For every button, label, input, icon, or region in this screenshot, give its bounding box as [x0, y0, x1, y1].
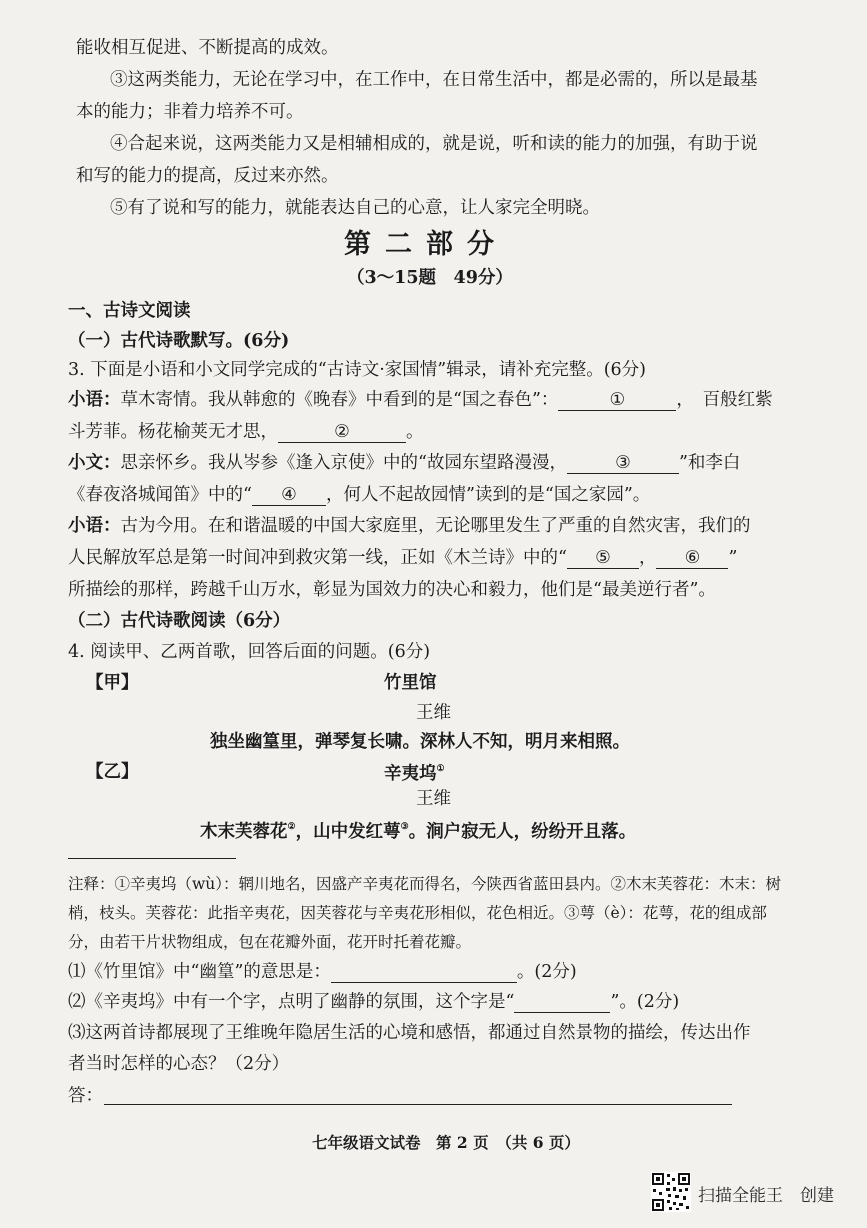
qr-code-icon [651, 1172, 691, 1212]
sub-question-3-cont: 者当时怎样的心态？（2分） [68, 1054, 290, 1074]
note-line: 分，由若干片状物组成，包在花瓣外面，花开时托着花瓣。 [68, 933, 472, 951]
question-text: ⑴《竹里馆》中“幽篁”的意思是： [68, 962, 331, 982]
dialogue-text: ， 百般红紫 [676, 390, 773, 410]
dialogue-line [68, 420, 424, 444]
poem-text-yi [200, 815, 636, 844]
poem-title-text: 辛夷坞 [384, 764, 437, 784]
poem-author-jia: 王维 [416, 703, 451, 723]
dialogue-text: 思亲怀乡。我从岑参《逢入京使》中的“故园东望路漫漫， [120, 453, 567, 473]
note-line: 注释：①辛夷坞（wù）：辋川地名，因盛产辛夷花而得名，今陕西省蓝田县内。②木末芙蓉花：木末：树 [68, 875, 782, 893]
poem-author-yi: 王维 [416, 789, 451, 809]
answer-blank-5[interactable]: ⑤ [567, 548, 639, 569]
scanner-watermark: 扫描全能王 创建 [698, 1186, 834, 1206]
dialogue-line [68, 546, 737, 570]
dialogue-text: 。 [406, 422, 424, 442]
answer-blank-2[interactable]: ② [278, 422, 406, 443]
question-text: ⑵《辛夷坞》中有一个字，点明了幽静的氛围，这个字是“ [68, 992, 515, 1012]
answer-label: 答： [68, 1086, 103, 1106]
section-subtitle: （3～15题 49分） [347, 268, 513, 288]
answer-blank-4[interactable]: ④ [252, 485, 326, 506]
dialogue-text: ”和李白 [678, 453, 741, 473]
sub-question-3: ⑶这两首诗都展现了王维晚年隐居生活的心境和感悟，都通过自然景物的描绘，传达出作 [68, 1023, 751, 1043]
speaker-label: 小语： [68, 516, 121, 536]
footnote-marker: ② [287, 822, 296, 832]
dialogue-text: ， [638, 548, 657, 568]
dialogue-text: 古为今用。在和谐温暖的中国大家庭里，无论哪里发生了严重的自然灾害，我们的 [120, 516, 751, 536]
answer-blank-6[interactable]: ⑥ [656, 548, 728, 569]
question-text: 。(2分) [516, 962, 577, 982]
sub-question-1 [68, 960, 577, 984]
subheading-poetry-dictation: （一）古代诗歌默写。(6分) [68, 331, 290, 351]
dialogue-line [68, 483, 650, 507]
page-footer: 七年级语文试卷 第 2 页 （共 6 页） [312, 1133, 580, 1152]
text-line: 本的能力；非着力培养不可。 [76, 102, 304, 122]
poem-text: 木末芙蓉花 [200, 822, 288, 842]
text-line: ④合起来说，这两类能力又是相辅相成的，就是说，听和读的能力的加强，有助于说 [110, 134, 758, 154]
dialogue-text: 斗芳菲。杨花榆荚无才思， [68, 422, 278, 442]
poem-text: 。涧户寂无人，纷纷开且落。 [408, 822, 637, 842]
dialogue-line [68, 388, 773, 412]
answer-field-q2[interactable] [514, 992, 610, 1013]
note-line: 梢，枝头。芙蓉花：此指辛夷花，因芙蓉花与辛夷花形相似，花色相近。③萼（è）：花萼，花的组成部 [68, 904, 767, 922]
poem-title-yi [384, 757, 445, 786]
heading-classical-reading: 一、古诗文阅读 [68, 301, 191, 321]
answer-blank-3[interactable]: ③ [567, 453, 679, 474]
text-line: 能收相互促进、不断提高的成效。 [76, 38, 339, 58]
question-4: 4. 阅读甲、乙两首歌，回答后面的问题。(6分) [68, 642, 431, 662]
notes-divider [68, 858, 236, 859]
text-line: 和写的能力的提高，反过来亦然。 [76, 166, 339, 186]
question-3: 3. 下面是小语和小文同学完成的“古诗文·家国情”辑录，请补充完整。(6分) [68, 360, 647, 380]
speaker-label: 小文： [68, 453, 121, 473]
text-line: ③这两类能力，无论在学习中，在工作中，在日常生活中，都是必需的，所以是最基 [110, 70, 758, 90]
text-line: ⑤有了说和写的能力，就能表达自己的心意，让人家完全明晓。 [110, 198, 600, 218]
dialogue-text: ” [728, 548, 738, 568]
section-title: 第二部分 [344, 229, 508, 260]
poem-title-jia: 竹里馆 [384, 673, 437, 693]
poem-text: ，山中发红萼 [295, 822, 401, 842]
subheading-poetry-reading: （二）古代诗歌阅读（6分） [68, 611, 291, 631]
footnote-marker: ① [436, 764, 445, 774]
poem-tag-yi: 【乙】 [86, 762, 139, 782]
dialogue-line [68, 451, 740, 475]
dialogue-text: 草木寄情。我从韩愈的《晚春》中看到的是“国之春色”： [120, 390, 559, 410]
dialogue-line: 所描绘的那样，跨越千山万水，彰显为国效力的决心和毅力，他们是“最美逆行者”。 [68, 580, 716, 600]
poem-text-jia: 独坐幽篁里，弹琴复长啸。深林人不知，明月来相照。 [210, 732, 630, 752]
answer-blank-1[interactable]: ① [558, 390, 676, 411]
answer-field-q1[interactable] [331, 962, 517, 983]
dialogue-line [68, 514, 751, 538]
answer-line[interactable] [104, 1104, 732, 1105]
speaker-label: 小语： [68, 390, 121, 410]
dialogue-text: 《春夜洛城闻笛》中的“ [68, 485, 252, 505]
sub-question-2 [68, 990, 679, 1014]
footnote-marker: ③ [400, 822, 409, 832]
question-text: ”。(2分) [610, 992, 680, 1012]
dialogue-text: ，何人不起故园情”读到的是“国之家园”。 [325, 485, 651, 505]
dialogue-text: 人民解放军总是第一时间冲到救灾第一线，正如《木兰诗》中的“ [68, 548, 567, 568]
poem-tag-jia: 【甲】 [86, 673, 139, 693]
